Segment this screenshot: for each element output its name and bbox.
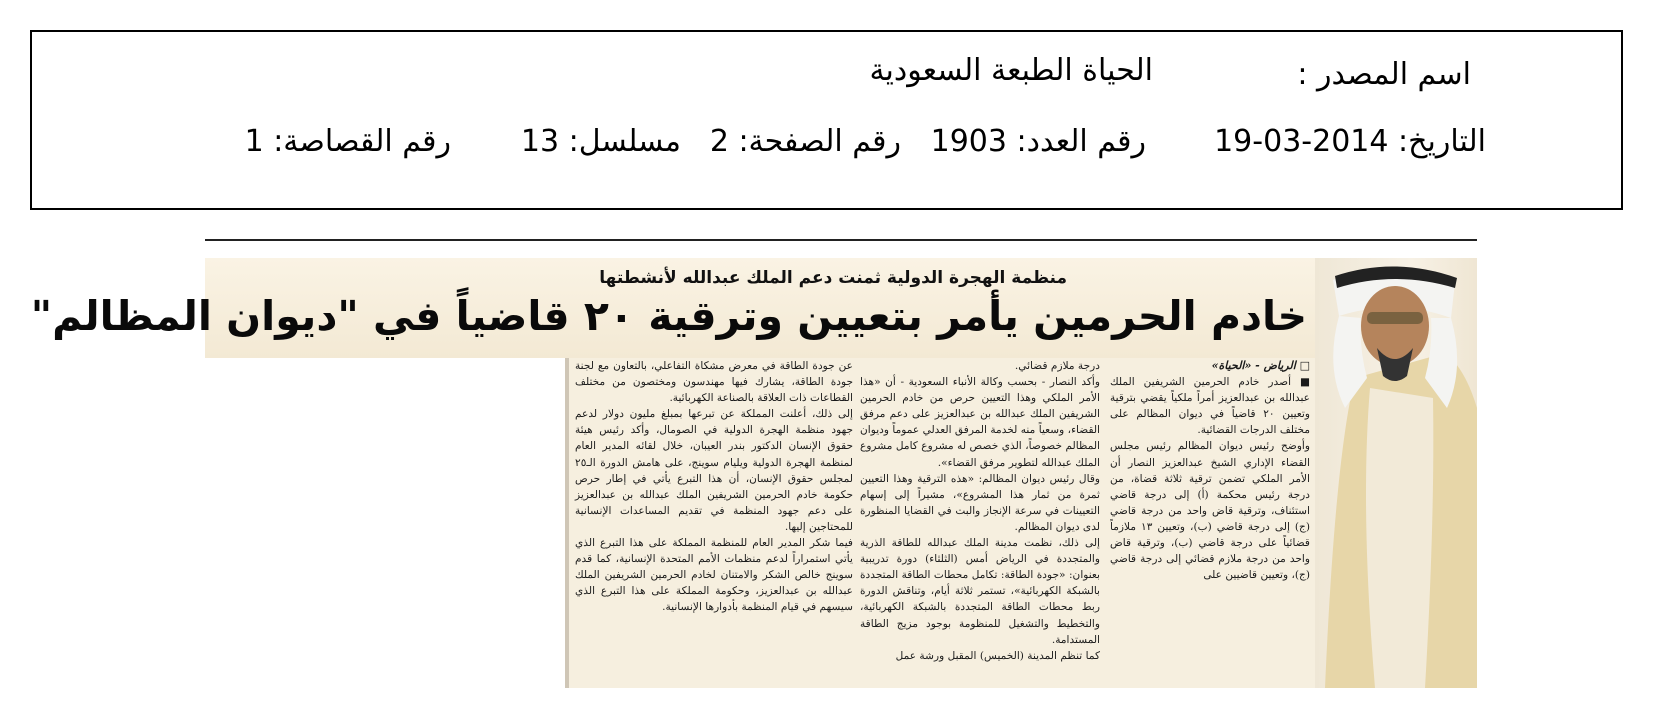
- clipping-metadata-box: [30, 30, 1623, 210]
- article-kicker: منظمة الهجرة الدولية ثمنت دعم الملك عبدالله لأنشطتها: [599, 268, 1067, 288]
- paragraph: ■ أصدر خادم الحرمين الشريفين الملك عبدالله بن عبدالعزيز أمراً ملكياً يقضي بترقية وتعيين ٢٠ قاضياً في ديوان المظالم على مختلف الدرجات القضائية.: [1110, 376, 1310, 437]
- date-field: التاريخ: 2014-03-19: [1214, 124, 1486, 159]
- paragraph: وقال رئيس ديوان المظالم: «هذه الترقية وهذا التعيين ثمرة من ثمار هذا المشروع»، مشيراً إلى إسهام التعيينات في سرعة الإنجاز والبت في القضايا المنظورة لدى ديوان المظالم.: [860, 472, 1100, 533]
- article-dateline: □ الرياض - «الحياة»: [1211, 359, 1310, 372]
- paragraph: فيما شكر المدير العام للمنظمة المملكة على هذا التبرع الذي يأتي استمراراً لدعم منظمات الأمم المتحدة الإنسانية، كما قدم سوينج خالص الشكر والامتنان لخادم الحرمين الشريفين الملك عبدالله بن عبدالعزيز، وحكومة المملكة على هذا التبرع الذي سيسهم في قيام المنظمة بأدوارها الإنسانية.: [575, 537, 853, 614]
- issue-number-field: رقم العدد: 1903: [930, 124, 1146, 159]
- paragraph: كما تنظم المدينة (الخميس) المقبل ورشة عمل: [895, 649, 1100, 662]
- paragraph: وأكد النصار - بحسب وكالة الأنباء السعودية - أن «هذا الأمر الملكي وهذا التعيين حرص من خادم الحرمين الشريفين الملك عبدالله بن عبدالعزيز على دعم مرفق القضاء، وسعياً منه لخدمة المرفق العدلي عموماً وديوان المظالم خصوصاً، الذي خصص له مشروع كامل مشروع الملك عبدالله لتطوير مرفق القضاء».: [860, 376, 1100, 469]
- article-headline: خادم الحرمين يأمر بتعيين وترقية ٢٠ قاضياً في "ديوان المظالم": [30, 292, 1307, 340]
- newspaper-clipping: [30, 258, 1477, 688]
- blank-margin-area: [205, 358, 567, 688]
- page-number-field: رقم الصفحة: 2: [709, 124, 901, 159]
- source-value: الحياة الطبعة السعودية: [869, 53, 1153, 88]
- article-column-2: [860, 358, 1100, 686]
- serial-field: مسلسل: 13: [520, 124, 681, 159]
- paragraph: عن جودة الطاقة في معرض مشكاة التفاعلي، بالتعاون مع لجنة جودة الطاقة، يشارك فيها مهندسون ومختصون من مختلف القطاعات ذات العلاقة بالصناعة الكهربائية.: [575, 360, 853, 405]
- separator-rule: [205, 239, 1477, 241]
- source-label: اسم المصدر :: [1297, 57, 1471, 92]
- portrait-illustration: [1315, 258, 1477, 688]
- clip-number-field: رقم القصاصة: 1: [244, 124, 451, 159]
- portrait-photo: [1315, 258, 1477, 688]
- paragraph: إلى ذلك، أعلنت المملكة عن تبرعها بمبلغ مليون دولار لدعم جهود منظمة الهجرة الدولية في الصومال، وأكد رئيس هيئة حقوق الإنسان الدكتور بندر العيبان، خلال لقائه المدير العام لمنظمة الهجرة الدولية ويليام سوينج، على هامش الدورة الـ٢٥ لمجلس حقوق الإنسان، أن هذا التبرع يأتي في إطار حرص حكومة خادم الحرمين الشريفين الملك عبدالله بن عبدالعزيز على دعم جهود المنظمة في تقديم المساعدات الإنسانية للمحتاجين إليها.: [575, 408, 853, 533]
- paragraph: وأوضح رئيس ديوان المظالم رئيس مجلس القضاء الإداري الشيخ عبدالعزيز النصار أن الأمر الملكي تضمن ترقية ثلاثة قضاة، من درجة رئيس محكمة (أ) إلى درجة قاضي استئناف، وترقية قاض واحد من درجة قاضي (ج) إلى درجة قاضي (ب)، وتعيين ١٣ ملازماً قضائياً على درجة قاضي (ب)، وترقية قاض واحد من درجة ملازم قضائي إلى درجة قاضي (ج)، وتعيين قاضيين على: [1110, 440, 1310, 582]
- article-column-1: [1110, 358, 1310, 686]
- article-column-3: [575, 358, 853, 686]
- paragraph: درجة ملازم قضائي.: [1014, 360, 1100, 372]
- paragraph: إلى ذلك، نظمت مدينة الملك عبدالله للطاقة الذرية والمتجددة في الرياض أمس (الثلثاء) دورة تدريبية بعنوان: «جودة الطاقة: تكامل محطات الطاقة المتجددة بالشبكة الكهربائية»، تستمر ثلاثة أيام، وتناقش الدورة ربط محطات الطاقة المتجددة بالشبكة الكهربائية، والتخطيط والتشغيل للمنظومة بوجود مزيج الطاقة المستدامة.: [860, 537, 1100, 646]
- clipping-edge: [565, 358, 569, 688]
